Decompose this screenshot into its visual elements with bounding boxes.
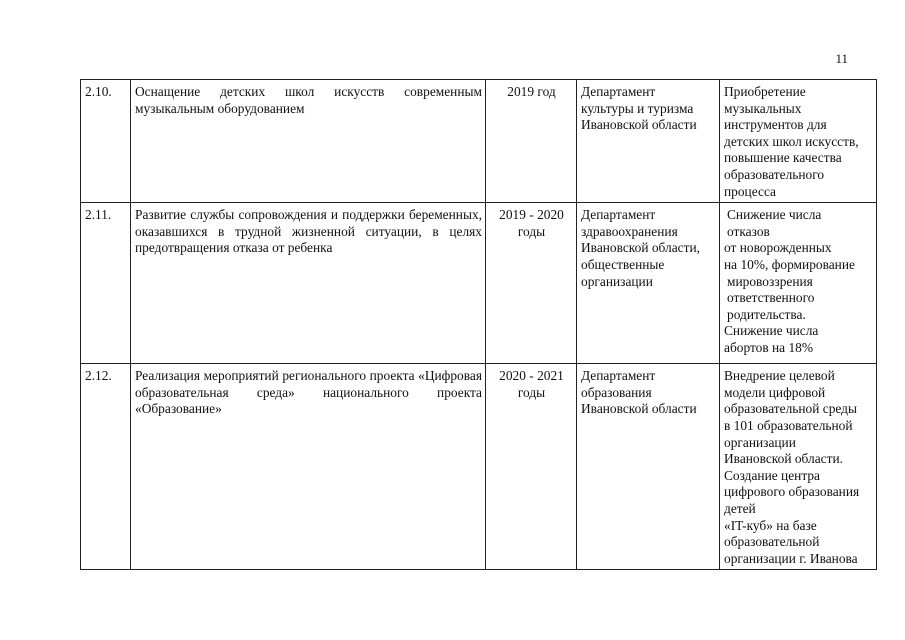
row-number: 2.12. — [81, 364, 131, 570]
page-number: 11 — [835, 51, 848, 66]
result-line: Снижение числа — [724, 323, 819, 339]
period-line: годы — [517, 384, 546, 400]
result-line: цифрового образования — [724, 484, 860, 500]
department-line: здравоохранения — [581, 223, 678, 239]
result-line: Снижение числа — [727, 207, 822, 223]
result-line: Ивановской области. — [724, 451, 843, 467]
responsible-department — [577, 203, 720, 364]
result-line: модели цифровой — [724, 384, 826, 400]
period-line: 2019 - 2020 — [499, 207, 564, 223]
department-line: Ивановской области — [581, 117, 697, 133]
result-line: отказов — [727, 223, 770, 239]
row-number: 2.10. — [81, 80, 131, 203]
expected-result — [720, 203, 877, 364]
department-line: Ивановской области, — [581, 240, 700, 256]
result-line: детей — [724, 500, 756, 516]
result-line: инструментов для — [724, 117, 827, 133]
period-line: годы — [517, 223, 546, 239]
result-line: от новорожденных — [724, 240, 832, 256]
result-line: родительства. — [727, 306, 806, 322]
result-line: образовательного — [724, 166, 825, 182]
measure-description: Развитие службы сопровождения и поддержки беременных, оказавшихся в трудной жизненной ситуации, в целях предотвращения отказа от ребенка — [131, 203, 486, 364]
measure-description: Оснащение детских школ искусств современным музыкальным оборудованием — [131, 80, 486, 203]
period-line: 2020 - 2021 — [499, 368, 564, 384]
implementation-period — [486, 203, 577, 364]
table-row — [81, 364, 877, 570]
result-line: мировоззрения — [727, 273, 813, 289]
result-line: музыкальных — [724, 100, 802, 116]
table-row — [81, 80, 877, 203]
table-row — [81, 203, 877, 364]
result-line: организации г. Иванова — [724, 550, 858, 566]
result-line: повышение качества — [724, 150, 842, 166]
result-line: Приобретение — [724, 84, 806, 99]
department-line: Департамент — [581, 368, 656, 384]
department-line: общественные — [581, 256, 665, 272]
implementation-period — [486, 364, 577, 570]
plan-table — [80, 79, 877, 570]
responsible-department — [577, 364, 720, 570]
result-line: ответственного — [727, 290, 815, 306]
implementation-period: 2019 год — [486, 80, 577, 203]
result-line: организации — [724, 434, 796, 450]
responsible-department — [577, 80, 720, 203]
result-line: «IT-куб» на базе — [724, 517, 817, 533]
department-line: образования — [581, 384, 652, 400]
result-line: Внедрение целевой — [724, 368, 835, 384]
result-line: Создание центра — [724, 467, 820, 483]
result-line: детских школ искусств, — [724, 133, 859, 149]
department-line: организации — [581, 273, 653, 289]
result-line: образовательной среды — [724, 401, 857, 417]
department-line: культуры и туризма — [581, 100, 694, 116]
result-line: абортов на 18% — [724, 339, 814, 355]
expected-result — [720, 364, 877, 570]
result-line: процесса — [724, 183, 776, 199]
result-line: в 101 образовательной — [724, 417, 853, 433]
department-line: Ивановской области — [581, 401, 697, 417]
row-number: 2.11. — [81, 203, 131, 364]
measure-description: Реализация мероприятий регионального проекта «Цифровая образовательная среда» национального проекта «Образование» — [131, 364, 486, 570]
result-line: образовательной — [724, 534, 820, 550]
department-line: Департамент — [581, 84, 656, 99]
department-line: Департамент — [581, 207, 656, 223]
result-line: на 10%, формирование — [724, 256, 855, 272]
expected-result — [720, 80, 877, 203]
